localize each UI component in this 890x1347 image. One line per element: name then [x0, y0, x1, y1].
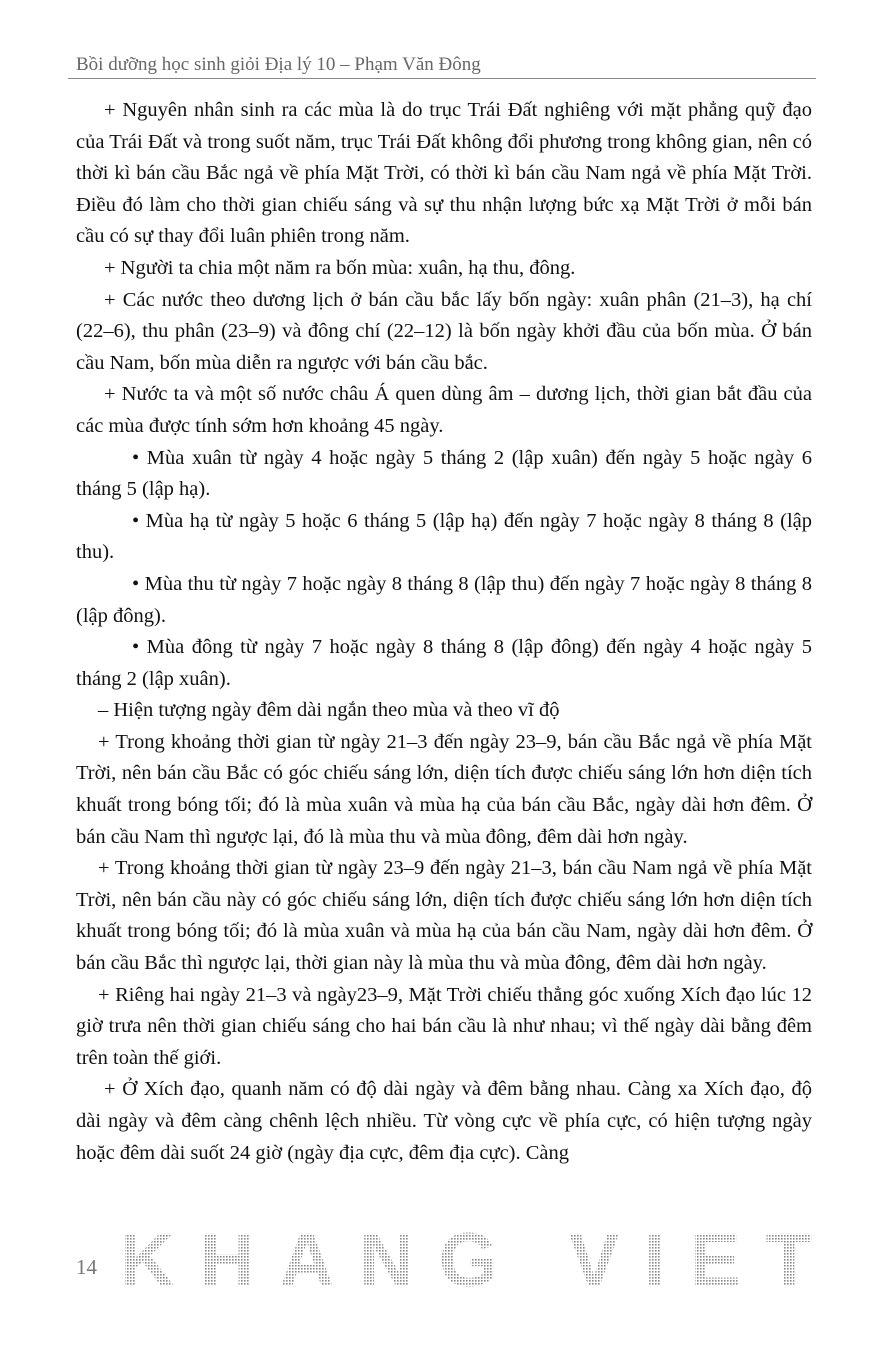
bullet-item: • Mùa đông từ ngày 7 hoặc ngày 8 tháng 8 (lập đông) đến ngày 4 hoặc ngày 5 tháng 2 (lập xuân). — [76, 636, 812, 690]
paragraph: + Nguyên nhân sinh ra các mùa là do trục Trái Đất nghiêng với mặt phẳng quỹ đạo của Trái Đất và trong suốt năm, trục Trái Đất không đổi phương trong không gian, nên có thời kì bán cầu Bắc ngả về phía Mặt Trời, có thời kì bán cầu Nam ngả về phía Mặt Trời. Điều đó làm cho thời gian chiếu sáng và sự thu nhận lượng bức xạ Mặt Trời ở mỗi bán cầu có sự thay đổi luân phiên trong năm. — [76, 99, 812, 248]
watermark-logo — [118, 1226, 818, 1292]
bullet-item: • Mùa xuân từ ngày 4 hoặc ngày 5 tháng 2 (lập xuân) đến ngày 5 hoặc ngày 6 tháng 5 (lập hạ). — [76, 446, 812, 501]
running-header: Bồi dưỡng học sinh giỏi Địa lý 10 – Phạm Văn Đông — [76, 54, 481, 75]
watermark-text: KHANG VIET — [120, 1226, 812, 1292]
paragraph: + Nước ta và một số nước châu Á quen dùng âm – dương lịch, thời gian bắt đầu của các mùa được tính sớm hơn khoảng 45 ngày. — [76, 383, 812, 437]
section-heading: – Hiện tượng ngày đêm dài ngắn theo mùa và theo vĩ độ — [98, 699, 560, 722]
page-body — [76, 95, 812, 1169]
paragraph: + Trong khoảng thời gian từ ngày 23–9 đến ngày 21–3, bán cầu Nam ngả về phía Mặt Trời, nên bán cầu này có góc chiếu sáng lớn, diện tích được chiếu sáng lớn hơn diện tích khuất trong bóng tối; đó là mùa xuân và mùa hạ của bán cầu Nam, ngày dài hơn đêm. Ở bán cầu Bắc thì ngược lại, thời gian này là mùa thu và mùa đông, đêm dài hơn ngày. — [76, 857, 812, 975]
paragraph: + Riêng hai ngày 21–3 và ngày23–9, Mặt Trời chiếu thẳng góc xuống Xích đạo lúc 12 giờ trưa nên thời gian chiếu sáng cho hai bán cầu là như nhau; vì thế ngày dài bằng đêm trên toàn thế giới. — [76, 983, 812, 1069]
paragraph: + Các nước theo dương lịch ở bán cầu bắc lấy bốn ngày: xuân phân (21–3), hạ chí (22–6), thu phân (23–9) và đông chí (22–12) là bốn ngày khởi đầu của bốn mùa. Ở bán cầu Nam, bốn mùa diễn ra ngược với bán cầu bắc. — [76, 288, 812, 374]
paragraph: + Trong khoảng thời gian từ ngày 21–3 đến ngày 23–9, bán cầu Bắc ngả về phía Mặt Trời, nên bán cầu Bắc có góc chiếu sáng lớn, diện tích được chiếu sáng lớn hơn diện tích khuất trong bóng tối; đó là mùa xuân và mùa hạ của bán cầu Bắc, ngày dài hơn đêm. Ở bán cầu Nam thì ngược lại, đó là mùa thu và mùa đông, đêm dài hơn ngày. — [76, 730, 812, 848]
header-divider — [68, 78, 816, 79]
page-number: 14 — [76, 1255, 97, 1279]
bullet-item: • Mùa thu từ ngày 7 hoặc ngày 8 tháng 8 (lập thu) đến ngày 7 hoặc ngày 8 tháng 8 (lập đông). — [76, 572, 812, 627]
paragraph: + Ở Xích đạo, quanh năm có độ dài ngày và đêm bằng nhau. Càng xa Xích đạo, độ dài ngày và đêm càng chênh lệch nhiều. Từ vòng cực về phía cực, có hiện tượng ngày hoặc đêm dài suốt 24 giờ (ngày địa cực, đêm địa cực). Càng — [76, 1078, 812, 1164]
bullet-item: • Mùa hạ từ ngày 5 hoặc 6 tháng 5 (lập hạ) đến ngày 7 hoặc ngày 8 tháng 8 (lập thu). — [76, 509, 812, 564]
paragraph: + Người ta chia một năm ra bốn mùa: xuân, hạ thu, đông. — [104, 256, 576, 279]
